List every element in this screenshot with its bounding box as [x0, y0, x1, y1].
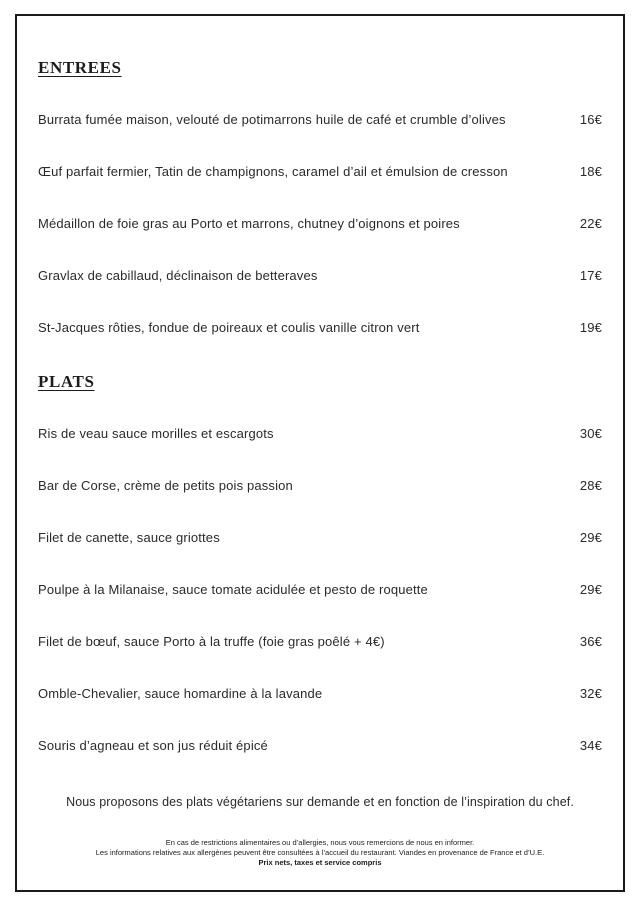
menu-item-row: [38, 112, 602, 127]
menu-item-row: [38, 634, 602, 649]
menu-item-price: 29€: [579, 582, 602, 597]
menu-item-name: Médaillon de foie gras au Porto et marrons, chutney d’oignons et poires: [38, 216, 460, 231]
menu-item-row: [38, 268, 602, 283]
menu-item-name: Gravlax de cabillaud, déclinaison de betteraves: [38, 268, 318, 283]
menu-item-price: 28€: [579, 478, 602, 493]
fine-print-line-1: En cas de restrictions alimentaires ou d’allergies, nous vous remercions de nous en informer.: [165, 838, 475, 847]
menu-item-name: Bar de Corse, crème de petits pois passion: [38, 478, 293, 493]
menu-item-row: [38, 738, 602, 753]
menu-item-row: [38, 478, 602, 493]
menu-item-price: 32€: [579, 686, 602, 701]
menu-item-price: 29€: [579, 530, 602, 545]
menu-item-name: Burrata fumée maison, velouté de potimarrons huile de café et crumble d’olives: [38, 112, 506, 127]
menu-item-name: St-Jacques rôties, fondue de poireaux et coulis vanille citron vert: [38, 320, 420, 335]
menu-item-name: Souris d’agneau et son jus réduit épicé: [38, 738, 268, 753]
menu-item-row: [38, 582, 602, 597]
menu-item-row: [38, 530, 602, 545]
menu-item-name: Filet de canette, sauce griottes: [38, 530, 220, 545]
menu-content: [38, 58, 602, 790]
menu-item-row: [38, 426, 602, 441]
section-items: [38, 112, 602, 335]
menu-section: [38, 372, 602, 753]
section-items: [38, 426, 602, 753]
menu-item-price: 34€: [579, 738, 602, 753]
menu-item-price: 19€: [579, 320, 602, 335]
menu-section: [38, 58, 602, 335]
fine-print-bold-line: Prix nets, taxes et service compris: [258, 858, 382, 867]
menu-item-price: 36€: [579, 634, 602, 649]
menu-item-name: Poulpe à la Milanaise, sauce tomate acidulée et pesto de roquette: [38, 582, 428, 597]
menu-item-row: [38, 216, 602, 231]
fine-print: [40, 838, 600, 868]
menu-item-name: Omble-Chevalier, sauce homardine à la lavande: [38, 686, 323, 701]
vegetarian-note: Nous proposons des plats végétariens sur demande et en fonction de l’inspiration du chef.: [66, 795, 574, 809]
menu-item-name: Œuf parfait fermier, Tatin de champignons, caramel d’ail et émulsion de cresson: [38, 164, 508, 179]
menu-item-price: 22€: [579, 216, 602, 231]
menu-item-name: Filet de bœuf, sauce Porto à la truffe (foie gras poêlé + 4€): [38, 634, 385, 649]
section-title: ENTREES: [38, 58, 122, 77]
menu-item-price: 16€: [579, 112, 602, 127]
menu-item-price: 30€: [579, 426, 602, 441]
menu-item-row: [38, 320, 602, 335]
menu-item-price: 18€: [579, 164, 602, 179]
fine-print-line-2: Les informations relatives aux allergènes peuvent être consultées à l’accueil du restaurant. Viandes en provenance de France et d’U.E.: [95, 848, 545, 857]
menu-item-row: [38, 686, 602, 701]
menu-item-row: [38, 164, 602, 179]
menu-sections: [38, 58, 602, 753]
menu-item-price: 17€: [579, 268, 602, 283]
menu-item-name: Ris de veau sauce morilles et escargots: [38, 426, 274, 441]
section-title: PLATS: [38, 372, 95, 391]
